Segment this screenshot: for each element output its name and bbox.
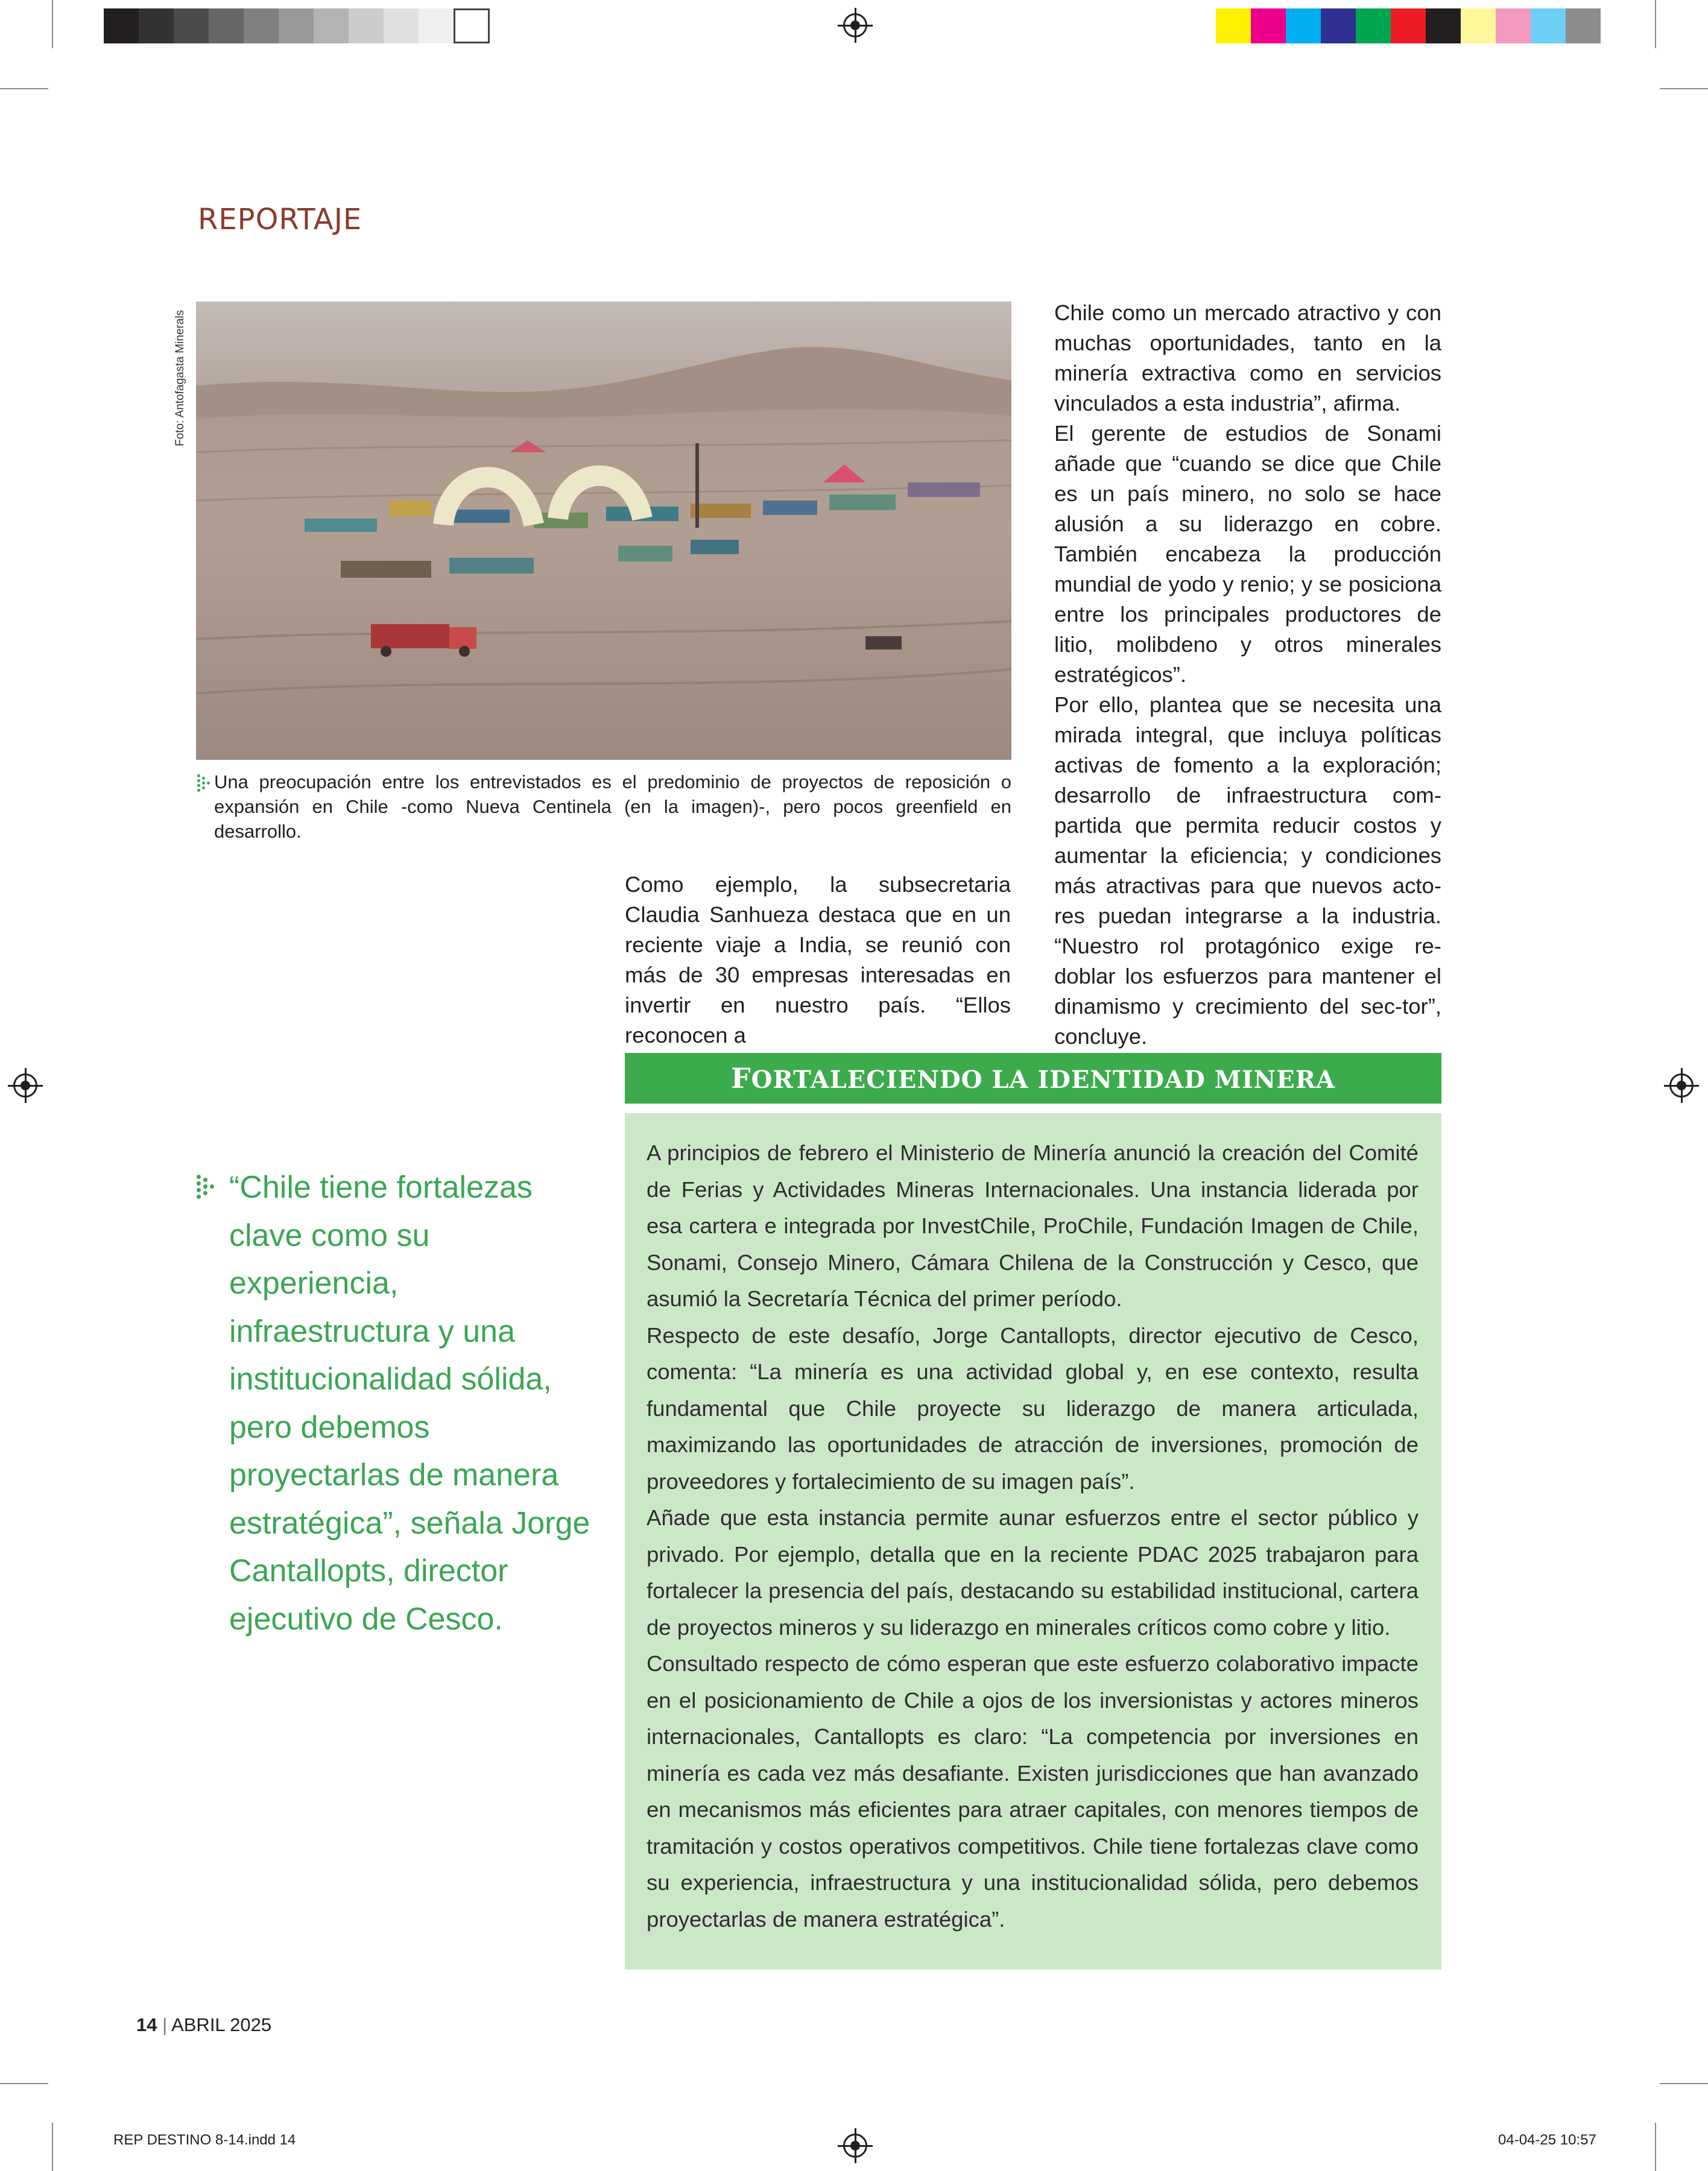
middle-column: [625, 870, 1011, 1051]
gray-swatch: [314, 8, 349, 43]
right-column: [1054, 298, 1441, 1052]
gray-swatch: [174, 8, 209, 43]
crop-mark: [0, 2083, 48, 2084]
gray-swatch: [349, 8, 384, 43]
gray-swatch: [209, 8, 244, 43]
issue-date: ABRIL 2025: [171, 2014, 272, 2035]
color-swatch: [1531, 8, 1566, 43]
registration-mark-icon: [843, 13, 867, 37]
photo-caption: [196, 769, 1011, 844]
right-paragraph-1: Chile como un mercado atractivo y con muchas oportunidades, tanto en la minería extractiva como en servicios vinculados a esta industria”, afirma.: [1054, 300, 1441, 416]
crop-mark: [1655, 2123, 1656, 2171]
color-swatch: [1251, 8, 1286, 43]
crop-mark: [1655, 0, 1656, 48]
color-swatch: [1286, 8, 1321, 43]
color-swatch: [1496, 8, 1531, 43]
slug-file: REP DESTINO 8-14.indd 14: [113, 2132, 296, 2148]
color-swatch: [1321, 8, 1356, 43]
registration-mark-icon: [13, 1073, 37, 1098]
gray-swatch: [139, 8, 174, 43]
box-paragraph-3: Añade que esta instancia permite aunar esfuerzos entre el sector público y privado. Por ejemplo, detalla que en la reciente PDAC 2025 trabajaron para fortalecer la presencia del país, destacando su estabilidad institucional, cartera de proyectos mineros y su liderazgo en minerales críticos como cobre y litio.: [647, 1505, 1419, 1640]
right-paragraph-3: Por ello, plantea que se necesita una mirada integral, que incluya políticas activas de fomento a la exploración; desarrollo de infraestructura com-partida que permita reducir costos y aumentar la eficiencia; y condiciones más atractivas para que nuevos acto-res puedan integrarse a la industria. “Nuestro rol protagónico exige re-doblar los esfuerzos para mantener el dinamismo y crecimiento del sec-tor”, concluye.: [1054, 692, 1441, 1049]
crop-mark: [52, 2123, 53, 2171]
crop-mark: [1660, 2083, 1708, 2084]
crop-mark: [52, 0, 53, 48]
photo-credit-text: Foto: Antofagasta Minerals: [174, 309, 186, 446]
box-paragraph-1: A principios de febrero el Ministerio de Minería anunció la creación del Comité de Ferias y Actividades Mineras Internacionales. Una instancia liderada por esa cartera e integrada por InvestChile, ProChile, Fundación Imagen de Chile, Sonami, Consejo Minero, Cámara Chilena de la Construcción y Cesco, que asumió la Secretaría Técnica del primer período.: [647, 1140, 1419, 1311]
crop-mark: [1660, 88, 1708, 89]
page-number: 14: [136, 2014, 157, 2035]
box-body: [625, 1113, 1441, 1970]
color-swatch: [1356, 8, 1391, 43]
slug-stamp: 04-04-25 10:57: [1498, 2132, 1596, 2148]
gray-swatch: [384, 8, 419, 43]
page-folio: [136, 2014, 271, 2036]
mine-photo: [196, 302, 1011, 760]
registration-mark-icon: [843, 2134, 867, 2158]
section-label: REPORTAJE: [198, 203, 362, 236]
color-swatch: [1461, 8, 1496, 43]
pull-quote-bullet-icon: [197, 1175, 217, 1199]
pull-quote: “Chile tiene fortalezas clave como su experiencia, infraestructura y una institucionalidad sólida, pero debemos proyectarlas de manera estratégica”, señala Jorge Cantallopts, director ejecutivo de Cesco.: [229, 1170, 590, 1637]
gray-swatch: [419, 8, 454, 43]
bullet-dots-icon: [197, 774, 212, 792]
registration-mark-icon: [1669, 1073, 1694, 1098]
color-swatch: [1391, 8, 1426, 43]
gray-swatch: [244, 8, 279, 43]
photo-caption-text: Una preocupación entre los entrevistados es el predominio de proyectos de reposición o expansión en Chile -como Nueva Centinela (en la imagen)-, pero pocos greenfield en desarrollo.: [214, 771, 1011, 842]
box-paragraph-2: Respecto de este desafío, Jorge Cantallopts, director ejecutivo de Cesco, comenta: “La minería es una actividad global y, en ese contexto, resulta fundamental que Chile proyecte su liderazgo de manera articulada, maximizando las oportunidades de atracción de inversiones, promoción de proveedores y fortalecimiento de su imagen país”.: [647, 1323, 1419, 1494]
box-title: [625, 1053, 1441, 1104]
right-paragraph-2: El gerente de estudios de Sonami añade que “cuando se dice que Chile es un país minero, no solo se hace alusión a su liderazgo en cobre. También encabeza la producción mundial de yodo y renio; y se posiciona entre los principales productores de litio, molibdeno y otros minerales estratégicos”.: [1054, 421, 1441, 687]
box-title-text: FORTALECIENDO LA IDENTIDAD MINERA: [731, 1062, 1335, 1095]
color-swatch: [1216, 8, 1251, 43]
middle-paragraph: Como ejemplo, la subsecretaria Claudia Sanhueza destaca que en un reciente viaje a India, se reunió con más de 30 empresas interesadas en invertir en nuestro país. “Ellos reconocen a: [625, 872, 1011, 1048]
gray-swatch: [279, 8, 314, 43]
box-paragraph-4: Consultado respecto de cómo esperan que este esfuerzo colaborativo impacte en el posicionamiento de Chile a ojos de los inversionistas y actores mineros internacionales, Cantallopts es claro: “La competencia por inversiones en minería es cada vez más desafiante. Existen jurisdicciones que han avanzado en mecanismos más eficientes para atraer capitales, con menores tiempos de tramitación y costos operativos competitivos. Chile tiene fortalezas clave como su experiencia, infraestructura y una institucionalidad sólida, pero debemos proyectarlas de manera estratégica”.: [647, 1651, 1419, 1932]
gray-swatch: [104, 8, 139, 43]
color-swatch: [1566, 8, 1601, 43]
gray-swatch: [454, 8, 490, 43]
folio-separator: |: [162, 2014, 168, 2035]
photo-credit: [170, 302, 192, 446]
crop-mark: [0, 88, 48, 89]
color-swatch: [1426, 8, 1461, 43]
